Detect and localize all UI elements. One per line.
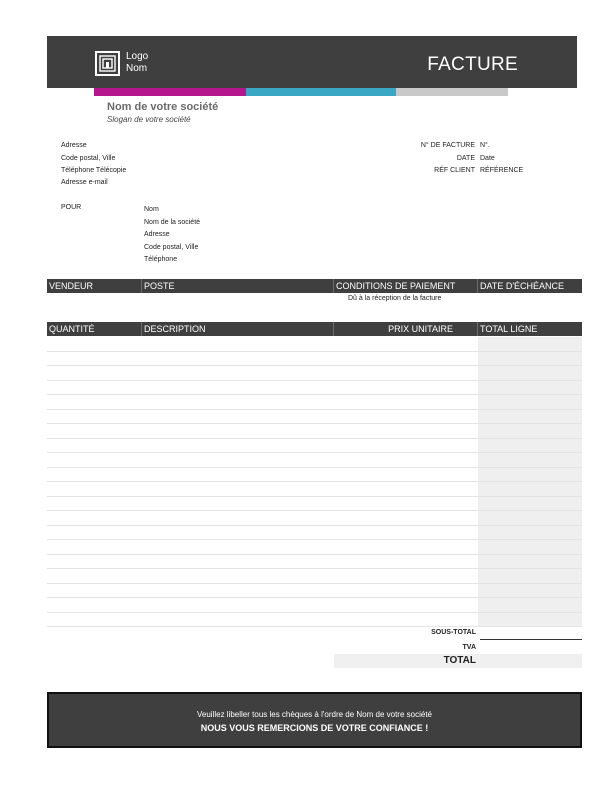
table-row[interactable] [47,540,582,555]
header-position: POSTE [144,281,175,291]
header-line-total: TOTAL LIGNE [480,324,538,334]
table-row[interactable] [47,613,582,628]
table-row[interactable] [47,598,582,613]
client-ref-label: RÉF CLIENT [434,167,475,174]
table-row[interactable] [47,555,582,570]
recipient-label: POUR [61,204,82,211]
invoice-header [47,36,577,88]
subtotal-label: SOUS-TOTAL [431,629,476,636]
logo-line-2: Nom [126,63,148,74]
recipient-company[interactable]: Nom de la société [144,219,201,226]
sender-postal[interactable]: Code postal, Ville [61,155,116,162]
column-divider [477,322,478,336]
sender-email[interactable]: Adresse e-mail [61,179,108,186]
company-name[interactable]: Nom de votre société [107,101,219,113]
table-row[interactable] [47,410,582,425]
table-row[interactable] [47,395,582,410]
thank-you-note: NOUS VOUS REMERCIONS DE VOTRE CONFIANCE ! [200,723,429,733]
table-row[interactable] [47,497,582,512]
header-description: DESCRIPTION [144,324,206,334]
accent-stripe-magenta [94,88,246,96]
date-value[interactable]: Date [480,155,495,162]
column-divider [141,322,142,336]
header-due-date: DATE D'ÉCHÉANCE [480,281,565,291]
items-table-header [47,322,582,336]
invoice-title: FACTURE [427,54,518,75]
invoice-number-label: N° DE FACTURE [420,142,475,149]
recipient-phone[interactable]: Téléphone [144,256,178,263]
column-divider [333,279,334,293]
header-payment-terms: CONDITIONS DE PAIEMENT [336,281,456,291]
column-divider [141,279,142,293]
table-row[interactable] [47,366,582,381]
sender-address[interactable]: Adresse [61,142,87,149]
accent-stripe-blue [246,88,396,96]
table-row[interactable] [47,453,582,468]
column-divider [477,279,478,293]
invoice-footer [47,692,582,748]
logo-text [126,51,148,75]
column-divider [333,322,334,336]
date-label: DATE [456,155,475,162]
accent-stripe-gray [396,88,508,96]
company-slogan[interactable]: Slogan de votre société [107,115,191,124]
sender-phone[interactable]: Téléphone Télécopie [61,167,127,174]
table-row[interactable] [47,381,582,396]
subtotal-line [480,639,582,640]
terms-table-header [47,279,582,293]
recipient-name[interactable]: Nom [144,206,159,213]
table-row[interactable] [47,482,582,497]
tax-label: TVA [462,644,476,651]
header-quantity: QUANTITÉ [49,324,95,334]
header-vendor: VENDEUR [49,281,94,291]
recipient-postal[interactable]: Code postal, Ville [144,244,199,251]
total-label: TOTAL [443,655,476,666]
client-ref-value[interactable]: RÉFÉRENCE [480,167,524,174]
logo-icon [95,51,120,76]
table-row[interactable] [47,584,582,599]
table-row[interactable] [47,569,582,584]
table-row[interactable] [47,352,582,367]
header-unit-price: PRIX UNITAIRE [388,324,453,334]
table-row[interactable] [47,511,582,526]
payment-terms-value[interactable]: Dû à la réception de la facture [348,295,442,302]
table-row[interactable] [47,468,582,483]
payable-to-note[interactable]: Veuillez libeller tous les chèques à l'ordre de Nom de votre société [197,710,432,719]
table-row[interactable] [47,526,582,541]
invoice-number-value[interactable]: N°. [480,142,490,149]
recipient-address[interactable]: Adresse [144,231,170,238]
table-row[interactable] [47,337,582,352]
logo-line-1: Logo [126,51,149,62]
table-row[interactable] [47,439,582,454]
table-row[interactable] [47,424,582,439]
